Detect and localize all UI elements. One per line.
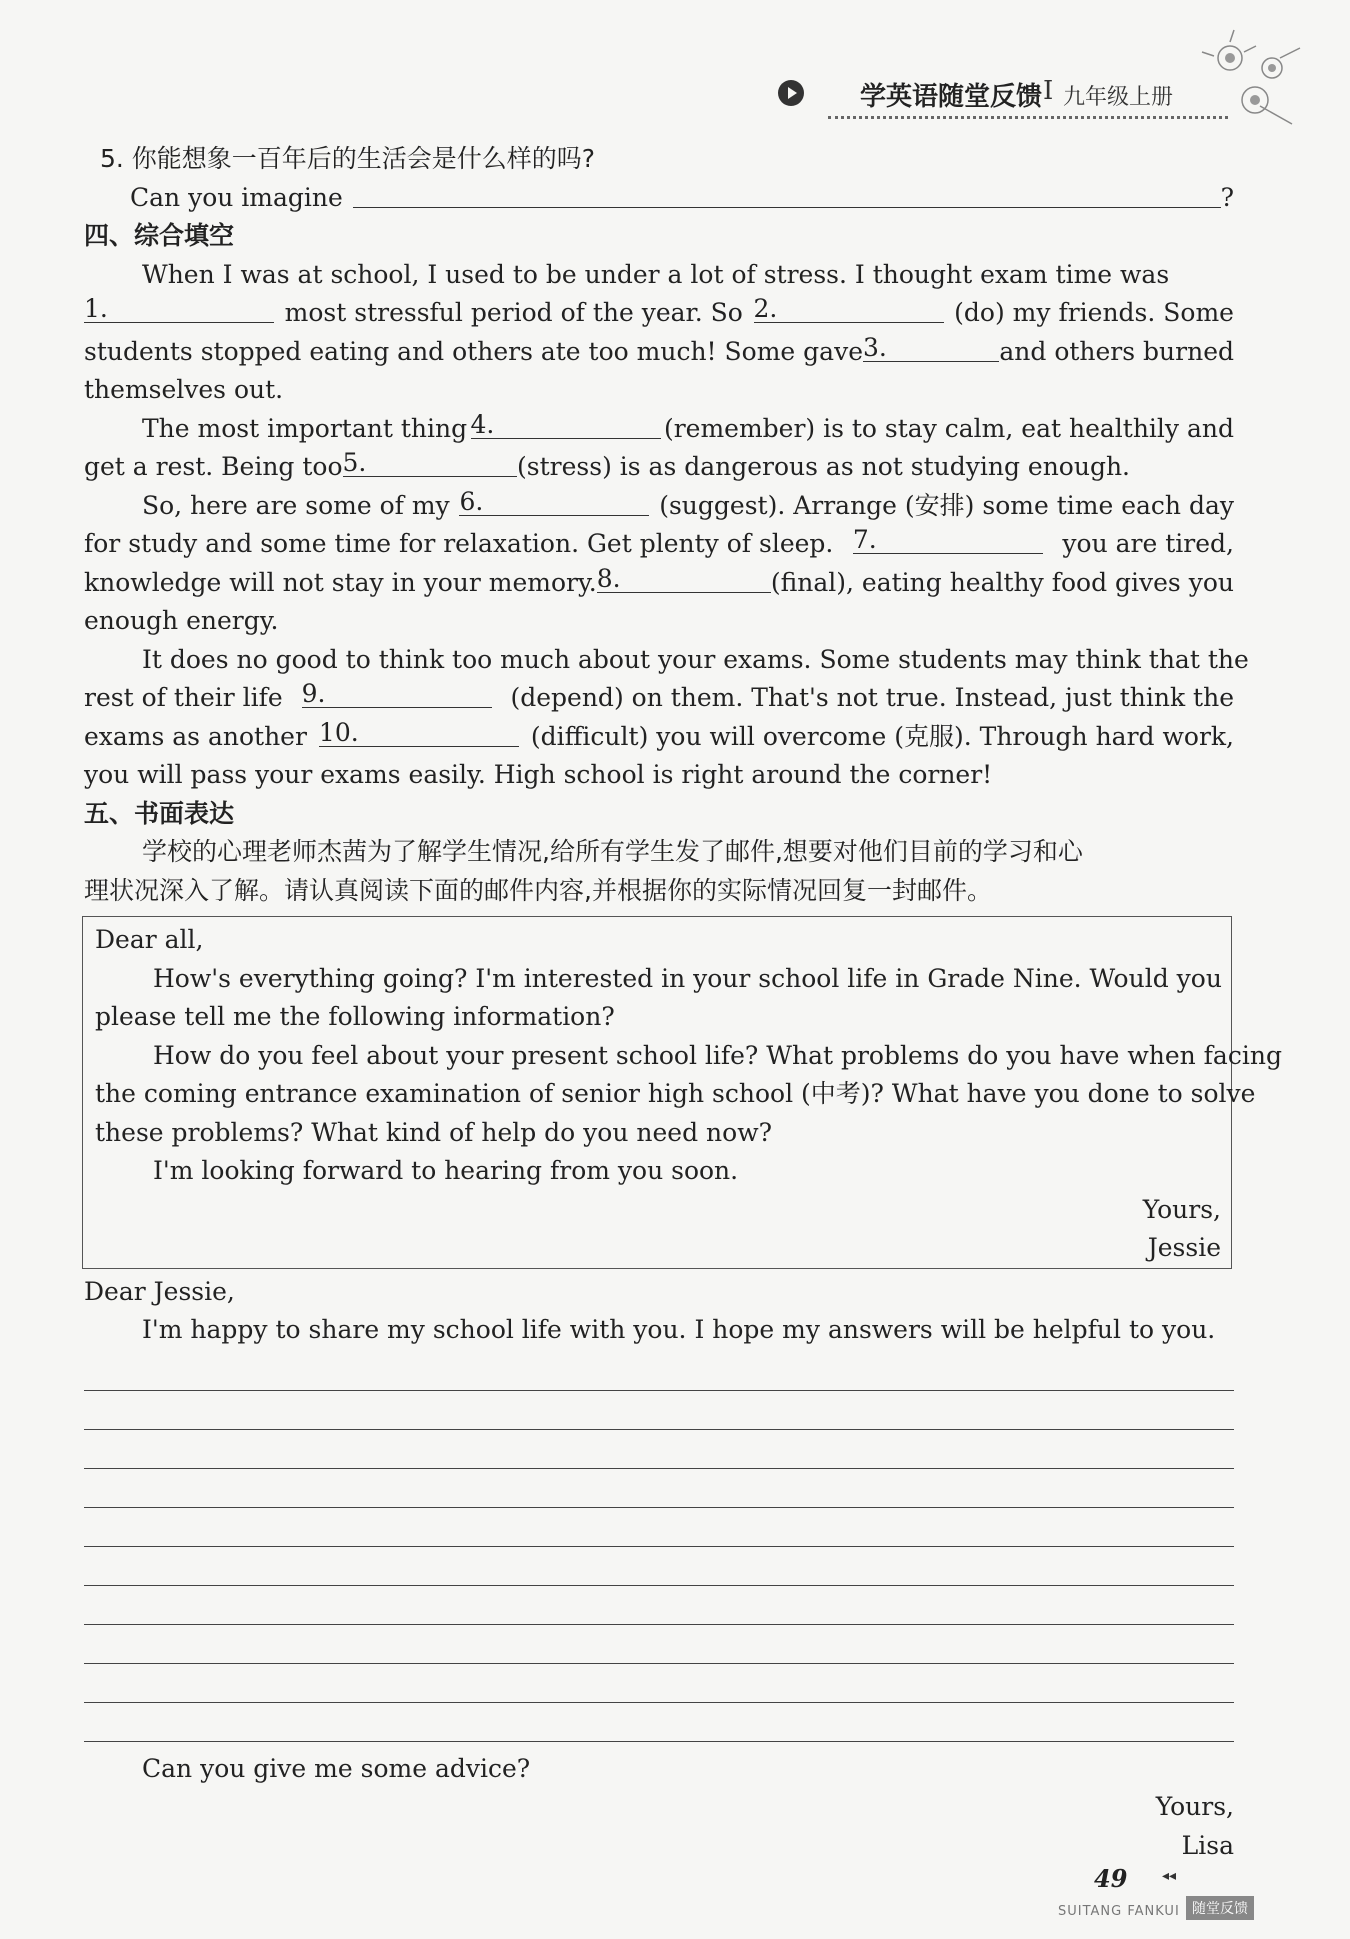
blank-1[interactable]: 1.: [84, 294, 274, 323]
footer-tag: 随堂反馈: [1186, 1896, 1254, 1920]
cloze-line: enough energy.: [84, 606, 279, 635]
cloze-line: The most important thing 4. (remember) is to stay calm, eat healthily and: [142, 409, 1234, 443]
email-line: please tell me the following information?: [95, 1002, 615, 1031]
blank-10[interactable]: 10.: [319, 718, 519, 747]
email-greeting: Dear all,: [95, 925, 204, 954]
blank-4[interactable]: 4.: [471, 410, 661, 439]
email-line: How's everything going? I'm interested in your school life in Grade Nine. Would you: [153, 963, 1222, 993]
writing-line[interactable]: [84, 1391, 1234, 1430]
email-signature: Jessie: [1147, 1233, 1221, 1262]
cloze-line: exams as another 10. (difficult) you will overcome (克服). Through hard work,: [84, 717, 1234, 751]
email-line: How do you feel about your present school life? What problems do you have when facing: [153, 1040, 1282, 1070]
writing-line[interactable]: [84, 1664, 1234, 1703]
writing-instructions: 学校的心理老师杰茜为了解学生情况,给所有学生发了邮件,想要对他们目前的学习和心: [142, 837, 1083, 866]
section-4-heading: 四、综合填空: [84, 221, 235, 250]
blank-2[interactable]: 2.: [754, 294, 944, 323]
jessie-email-box: [82, 916, 1282, 1269]
q5-chinese: 5. 你能想象一百年后的生活会是什么样的吗?: [100, 144, 596, 173]
reply-advice-line: Can you give me some advice?: [142, 1753, 531, 1783]
cloze-line: rest of their life 9. (depend) on them. That's not true. Instead, just think the: [84, 679, 1234, 712]
cloze-line: themselves out.: [84, 375, 284, 404]
reply-signature: Lisa: [1181, 1830, 1234, 1860]
email-closing: Yours,: [1142, 1194, 1221, 1224]
email-line: these problems? What kind of help do you need now?: [95, 1117, 773, 1147]
blank-6[interactable]: 6.: [459, 487, 649, 516]
blank-7[interactable]: 7.: [853, 525, 1043, 554]
cloze-line: get a rest. Being too 5. (stress) is as dangerous as not studying enough.: [84, 448, 1130, 481]
blank-9[interactable]: 9.: [302, 679, 492, 708]
book-title: 学英语随堂反馈: [860, 82, 1043, 112]
blank-3[interactable]: 3.: [863, 333, 999, 362]
email-line: the coming entrance examination of senior high school (中考)? What have you done to solve: [95, 1079, 1256, 1108]
writing-area[interactable]: [84, 1352, 1234, 1742]
cloze-line: you will pass your exams easily. High school is right around the corner!: [84, 760, 993, 789]
writing-line[interactable]: [84, 1703, 1234, 1742]
page-header: [778, 72, 1228, 122]
writing-line[interactable]: [84, 1625, 1234, 1664]
q5-english: Can you imagine ?: [84, 179, 1234, 218]
reply-greeting: Dear Jessie,: [84, 1276, 235, 1306]
cloze-line: So, here are some of my 6. (suggest). Arrange (安排) some time each day: [142, 486, 1234, 520]
book-subtitle: 九年级上册: [1063, 85, 1174, 110]
blank-8[interactable]: 8.: [597, 564, 771, 593]
cloze-line: 1. most stressful period of the year. So 2. (do) my friends. Some: [84, 294, 1234, 327]
writing-line[interactable]: [84, 1586, 1234, 1625]
writing-line[interactable]: [84, 1352, 1234, 1391]
writing-instructions: 理状况深入了解。请认真阅读下面的邮件内容,并根据你的实际情况回复一封邮件。: [84, 875, 992, 905]
reply-closing: Yours,: [1155, 1792, 1234, 1821]
play-icon: [778, 80, 804, 106]
cloze-line: students stopped eating and others ate too much! Some gave 3. and others burned: [84, 332, 1234, 366]
sunflower-decoration-icon: [1200, 28, 1310, 138]
writing-line[interactable]: [84, 1508, 1234, 1547]
q5-answer-blank[interactable]: [353, 179, 1221, 208]
worksheet-content: [84, 140, 1282, 1865]
page-number: 49: [1094, 1864, 1128, 1893]
reply-opening-line: I'm happy to share my school life with you. I hope my answers will be helpful to you.: [142, 1315, 1216, 1344]
footer-brand: SUITANG FANKUI: [1058, 1904, 1180, 1919]
header-separator: I: [1043, 76, 1054, 106]
section-5-heading: 五、书面表达: [84, 798, 235, 828]
cloze-line: When I was at school, I used to be under a lot of stress. I thought exam time was: [142, 259, 1170, 289]
header-dotted-rule: [828, 116, 1228, 119]
writing-line[interactable]: [84, 1430, 1234, 1469]
writing-line[interactable]: [84, 1547, 1234, 1586]
cloze-line: for study and some time for relaxation. Get plenty of sleep. 7. you are tired,: [84, 525, 1234, 558]
cloze-line: knowledge will not stay in your memory. 8. (final), eating healthy food gives you: [84, 563, 1234, 597]
email-line: I'm looking forward to hearing from you soon.: [153, 1156, 739, 1185]
back-arrows-icon: ◂◂: [1162, 1868, 1177, 1884]
blank-5[interactable]: 5.: [343, 448, 518, 477]
writing-line[interactable]: [84, 1469, 1234, 1508]
cloze-line: It does no good to think too much about your exams. Some students may think that the: [142, 644, 1249, 674]
